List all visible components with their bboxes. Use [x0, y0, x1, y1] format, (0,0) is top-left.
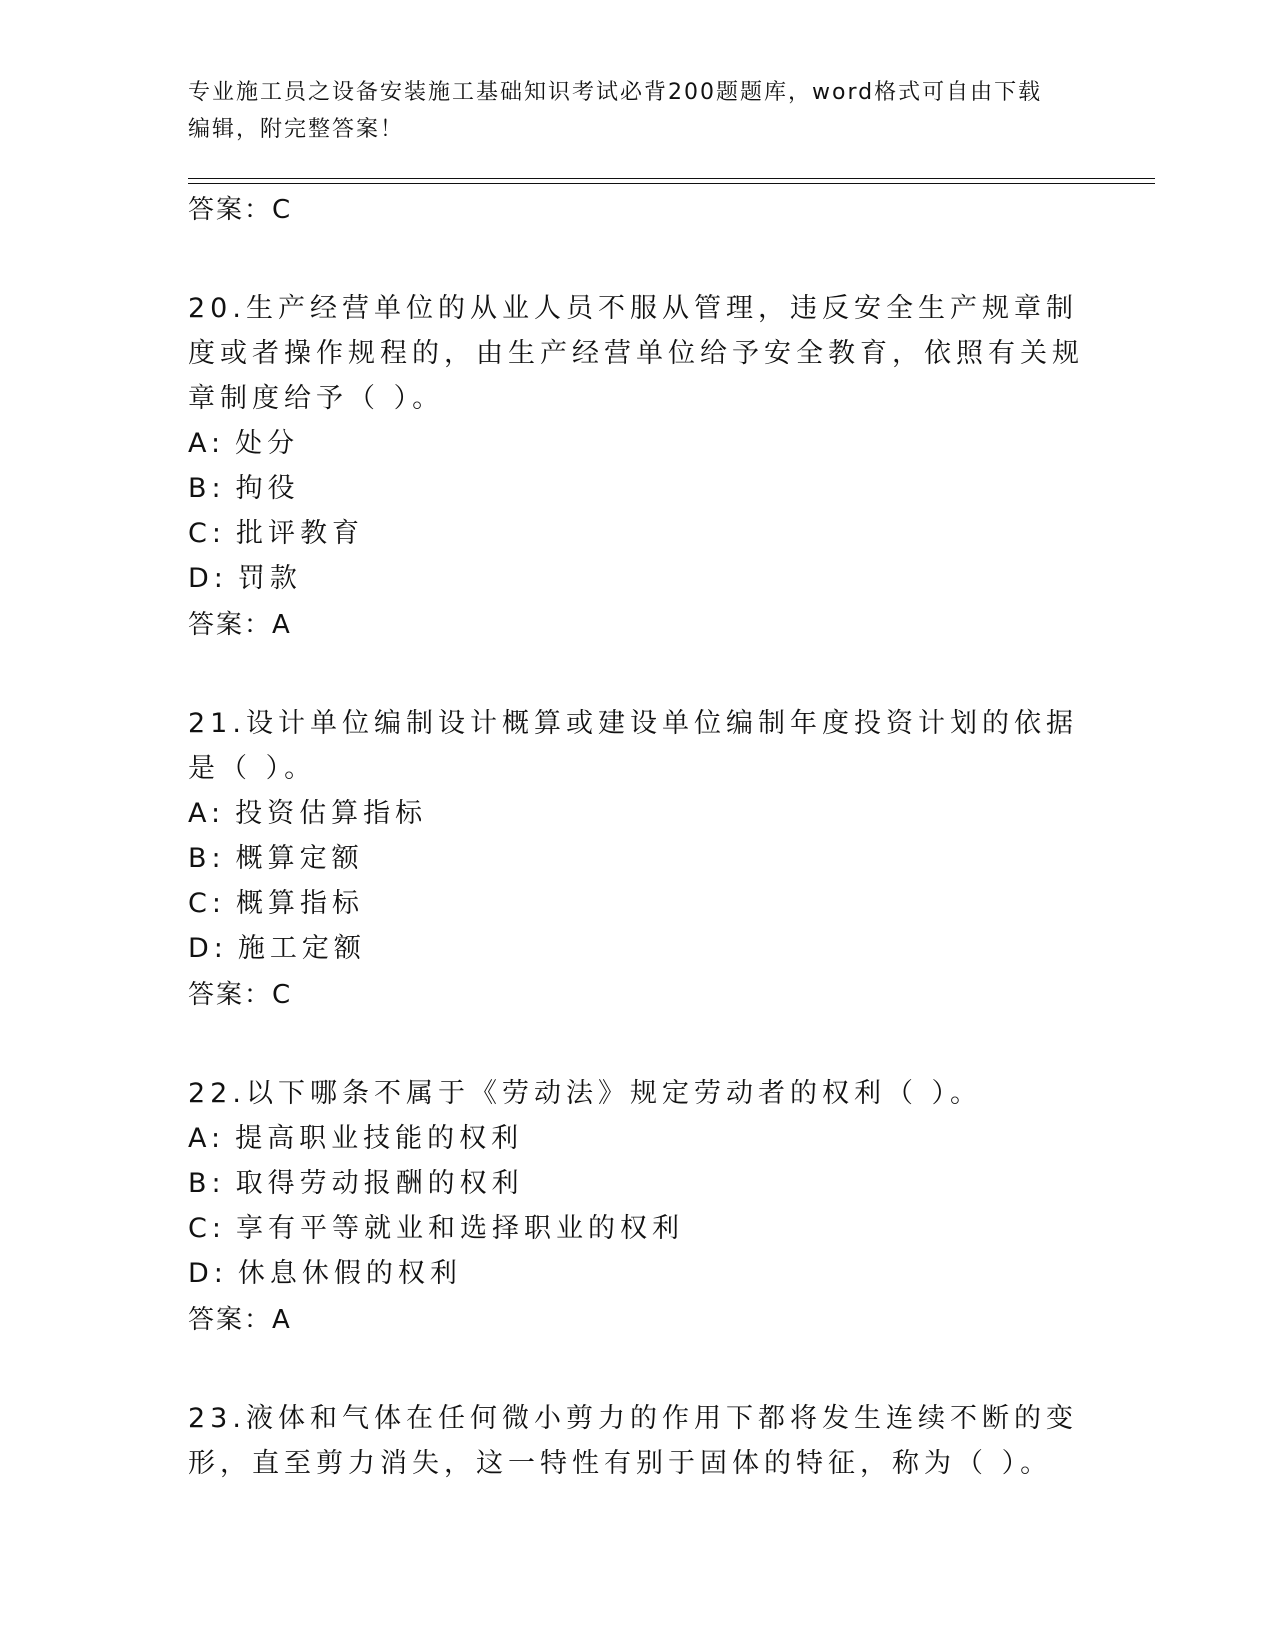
option-d [188, 1251, 1088, 1296]
header-rule-bottom [188, 183, 1155, 184]
option-text: 施工定额 [237, 933, 366, 964]
option-text: 取得劳动报酬的权利 [235, 1168, 524, 1199]
option-key: B: [188, 473, 226, 504]
option-key: C: [188, 888, 226, 919]
question-22 [188, 1071, 1088, 1344]
option-text: 概算指标 [235, 888, 364, 919]
option-text: 投资估算指标 [235, 798, 428, 829]
option-text: 享有平等就业和选择职业的权利 [235, 1213, 684, 1244]
option-a [188, 1116, 1088, 1161]
question-list [188, 186, 1088, 1486]
option-key: B: [188, 1168, 226, 1199]
question-stem: 22.以下哪条不属于《劳动法》规定劳动者的权利（ ）。 [188, 1078, 983, 1109]
option-text: 处分 [235, 428, 300, 459]
answer-line: 答案：C [188, 980, 293, 1010]
answer-line: 答案：A [188, 610, 292, 640]
option-text: 概算定额 [235, 843, 364, 874]
option-b [188, 466, 1088, 511]
option-text: 批评教育 [235, 518, 364, 549]
question-stem: 20.生产经营单位的从业人员不服从管理，违反安全生产规章制度或者操作规程的，由生产经营单位给予安全教育，依照有关规章制度给予（ ）。 [188, 293, 1084, 414]
option-key: A: [188, 1123, 226, 1154]
option-d [188, 556, 1088, 601]
page-header-text: 专业施工员之设备安装施工基础知识考试必背200题题库，word格式可自由下载 编辑，附完整答案！ [188, 80, 1043, 142]
option-b [188, 836, 1088, 881]
option-a [188, 421, 1088, 466]
option-text: 拘役 [235, 473, 300, 504]
option-key: D: [188, 933, 228, 964]
previous-answer: 答案：C [188, 195, 293, 225]
option-key: B: [188, 843, 226, 874]
option-key: C: [188, 1213, 226, 1244]
option-key: C: [188, 518, 226, 549]
option-key: D: [188, 1258, 228, 1289]
question-23 [188, 1396, 1088, 1486]
option-key: A: [188, 428, 226, 459]
option-c [188, 511, 1088, 556]
option-key: D: [188, 563, 228, 594]
option-c [188, 1206, 1088, 1251]
option-d [188, 926, 1088, 971]
question-20 [188, 286, 1088, 649]
header-rule-top [188, 178, 1155, 179]
question-stem: 23.液体和气体在任何微小剪力的作用下都将发生连续不断的变形，直至剪力消失，这一特性有别于固体的特征，称为（ ）。 [188, 1403, 1078, 1479]
answer-line: 答案：A [188, 1305, 292, 1335]
option-c [188, 881, 1088, 926]
question-stem: 21.设计单位编制设计概算或建设单位编制年度投资计划的依据是（ ）。 [188, 708, 1078, 784]
option-text: 罚款 [237, 563, 302, 594]
option-key: A: [188, 798, 226, 829]
question-21 [188, 701, 1088, 1019]
option-a [188, 791, 1088, 836]
option-text: 提高职业技能的权利 [235, 1123, 524, 1154]
option-text: 休息休假的权利 [237, 1258, 462, 1289]
option-b [188, 1161, 1088, 1206]
